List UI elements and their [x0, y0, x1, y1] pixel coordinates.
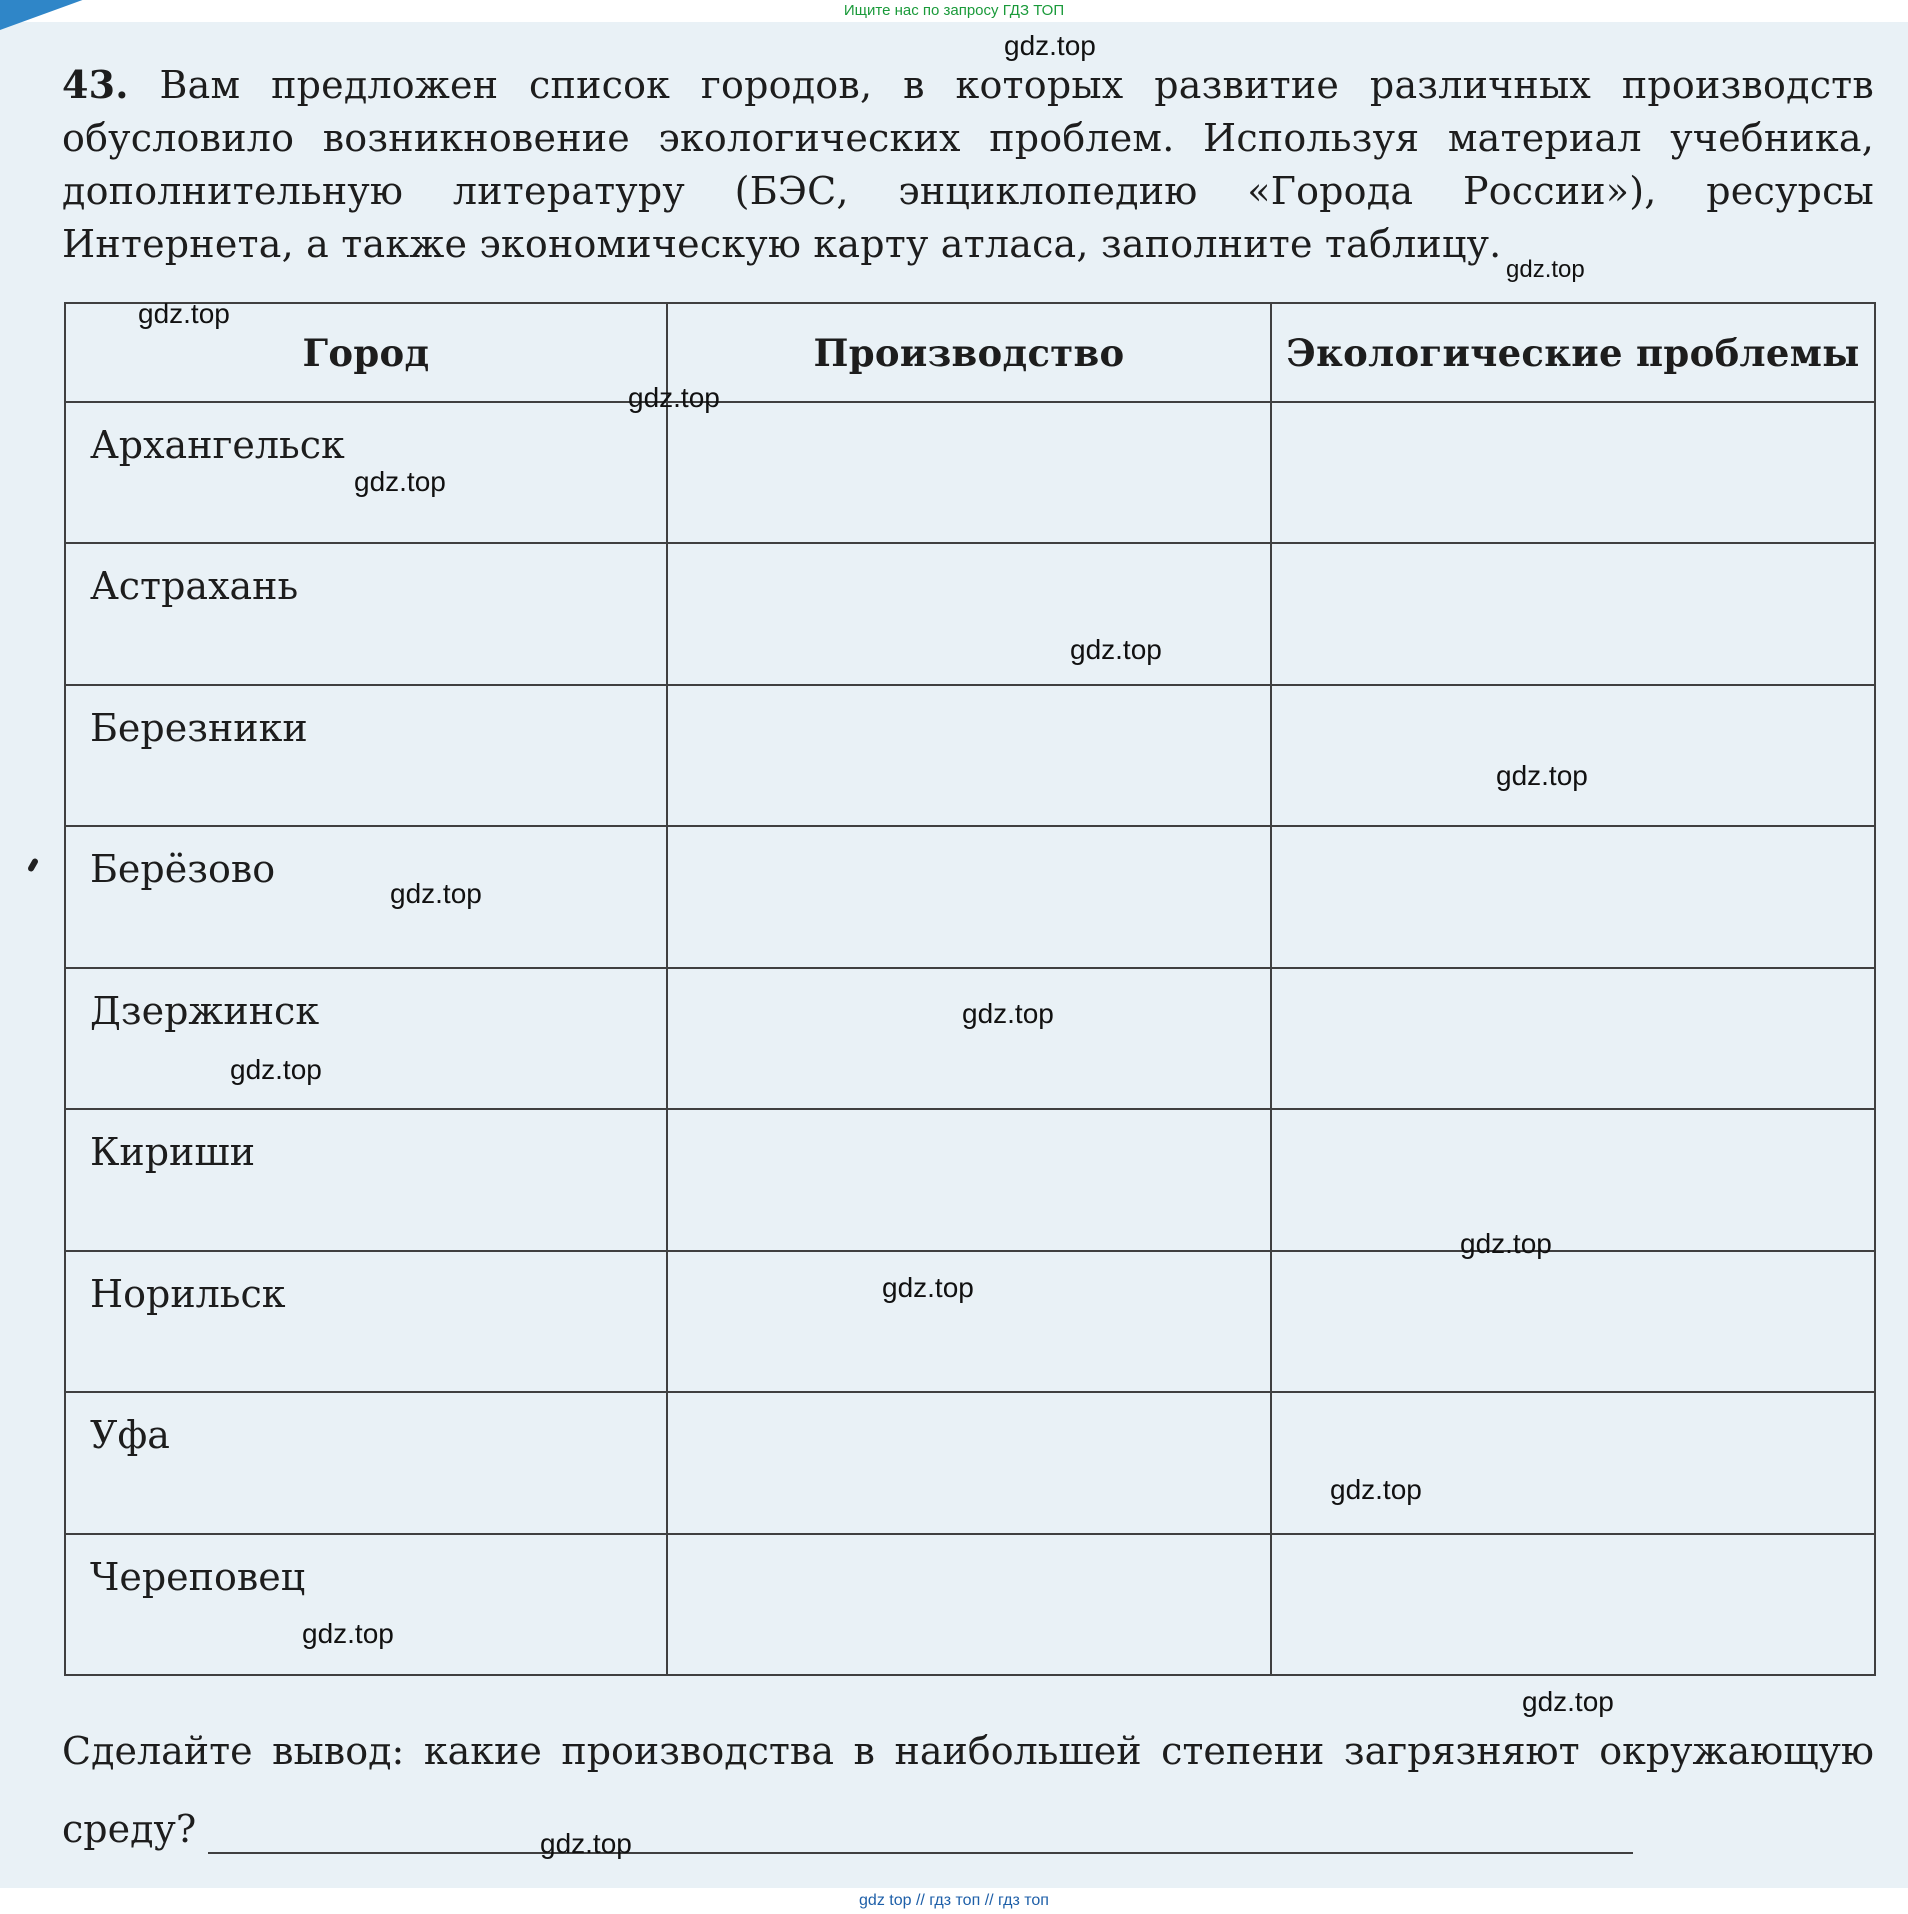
- production-cell[interactable]: [667, 543, 1271, 684]
- city-name: Архангельск: [90, 423, 345, 467]
- top-banner: Ищите нас по запросу ГДЗ ТОП: [0, 0, 1908, 22]
- city-cell: [65, 1534, 667, 1676]
- table-row: [65, 968, 1875, 1109]
- city-cell: [65, 685, 667, 826]
- eco-problem-cell[interactable]: [1271, 826, 1875, 967]
- production-cell[interactable]: [667, 1534, 1271, 1676]
- production-cell[interactable]: [667, 685, 1271, 826]
- watermark: gdz.top: [962, 998, 1054, 1029]
- watermark: gdz.top: [138, 298, 230, 329]
- conclusion-question: [62, 1712, 1874, 1868]
- eco-problem-cell[interactable]: [1271, 685, 1875, 826]
- watermark: gdz.top: [1004, 30, 1096, 61]
- city-name: Дзержинск: [90, 988, 320, 1033]
- city-name: Берёзово: [90, 847, 276, 892]
- conclusion-text: Сделайте вывод: какие производства в наибольшей степени загрязняют окружающую среду?: [62, 1729, 1874, 1851]
- task-body: Вам предложен список городов, в которых развитие различных производств обусловило возникновение экологических проблем. Используя материал учебника, дополнительную литературу (БЭС, энциклопедию «Города России»), ресурсы Интернета, а также экономическую карту атласа, заполните таблицу.: [62, 63, 1874, 266]
- eco-problem-cell[interactable]: [1271, 402, 1875, 543]
- city-name: Березники: [90, 705, 308, 750]
- cities-table: [64, 302, 1876, 1676]
- city-name: Астрахань: [90, 564, 299, 609]
- watermark: gdz.top: [1460, 1228, 1552, 1259]
- city-name: Норильск: [90, 1271, 286, 1316]
- pen-mark-icon: [27, 857, 39, 872]
- table-header-row: [65, 303, 1875, 402]
- production-cell[interactable]: [667, 1109, 1271, 1250]
- city-name: Череповец: [90, 1554, 306, 1599]
- table-row: [65, 1109, 1875, 1250]
- eco-problem-cell[interactable]: [1271, 1534, 1875, 1676]
- city-name: Кириши: [90, 1130, 256, 1175]
- table-row: [65, 1392, 1875, 1533]
- watermark: gdz.top: [354, 466, 446, 497]
- city-cell: [65, 826, 667, 967]
- task-number: 43.: [62, 62, 129, 107]
- watermark: gdz.top: [390, 878, 482, 909]
- table-row: [65, 1534, 1875, 1676]
- city-cell: [65, 543, 667, 684]
- watermark: gdz.top: [302, 1618, 394, 1649]
- watermark: gdz.top: [540, 1828, 632, 1859]
- header-eco-problems: Экологические проблемы: [1271, 303, 1875, 402]
- eco-problem-cell[interactable]: [1271, 1251, 1875, 1392]
- city-cell: [65, 968, 667, 1109]
- table-row: [65, 543, 1875, 684]
- watermark: gdz.top: [1070, 634, 1162, 665]
- eco-problem-cell[interactable]: [1271, 968, 1875, 1109]
- watermark: gdz.top: [1330, 1474, 1422, 1505]
- watermark: gdz.top: [1496, 760, 1588, 791]
- city-cell: [65, 1109, 667, 1250]
- bottom-banner: gdz top // гдз топ // гдз топ: [0, 1888, 1908, 1914]
- task-text: [62, 58, 1874, 271]
- eco-problem-cell[interactable]: [1271, 1109, 1875, 1250]
- eco-problem-cell[interactable]: [1271, 543, 1875, 684]
- eco-problem-cell[interactable]: [1271, 1392, 1875, 1533]
- production-cell[interactable]: [667, 1392, 1271, 1533]
- city-cell: [65, 1392, 667, 1533]
- header-production: Производство: [667, 303, 1271, 402]
- watermark: gdz.top: [628, 382, 720, 413]
- production-cell[interactable]: [667, 826, 1271, 967]
- watermark: gdz.top: [882, 1272, 974, 1303]
- watermark: gdz.top: [1506, 256, 1585, 283]
- table-row: [65, 402, 1875, 543]
- production-cell[interactable]: [667, 968, 1271, 1109]
- production-cell[interactable]: [667, 402, 1271, 543]
- city-name: Уфа: [90, 1413, 170, 1458]
- answer-line[interactable]: [208, 1812, 1633, 1854]
- watermark: gdz.top: [230, 1054, 322, 1085]
- watermark: gdz.top: [1522, 1686, 1614, 1717]
- header-city: Город: [65, 303, 667, 402]
- table-row: [65, 685, 1875, 826]
- city-cell: [65, 1251, 667, 1392]
- table-row: [65, 826, 1875, 967]
